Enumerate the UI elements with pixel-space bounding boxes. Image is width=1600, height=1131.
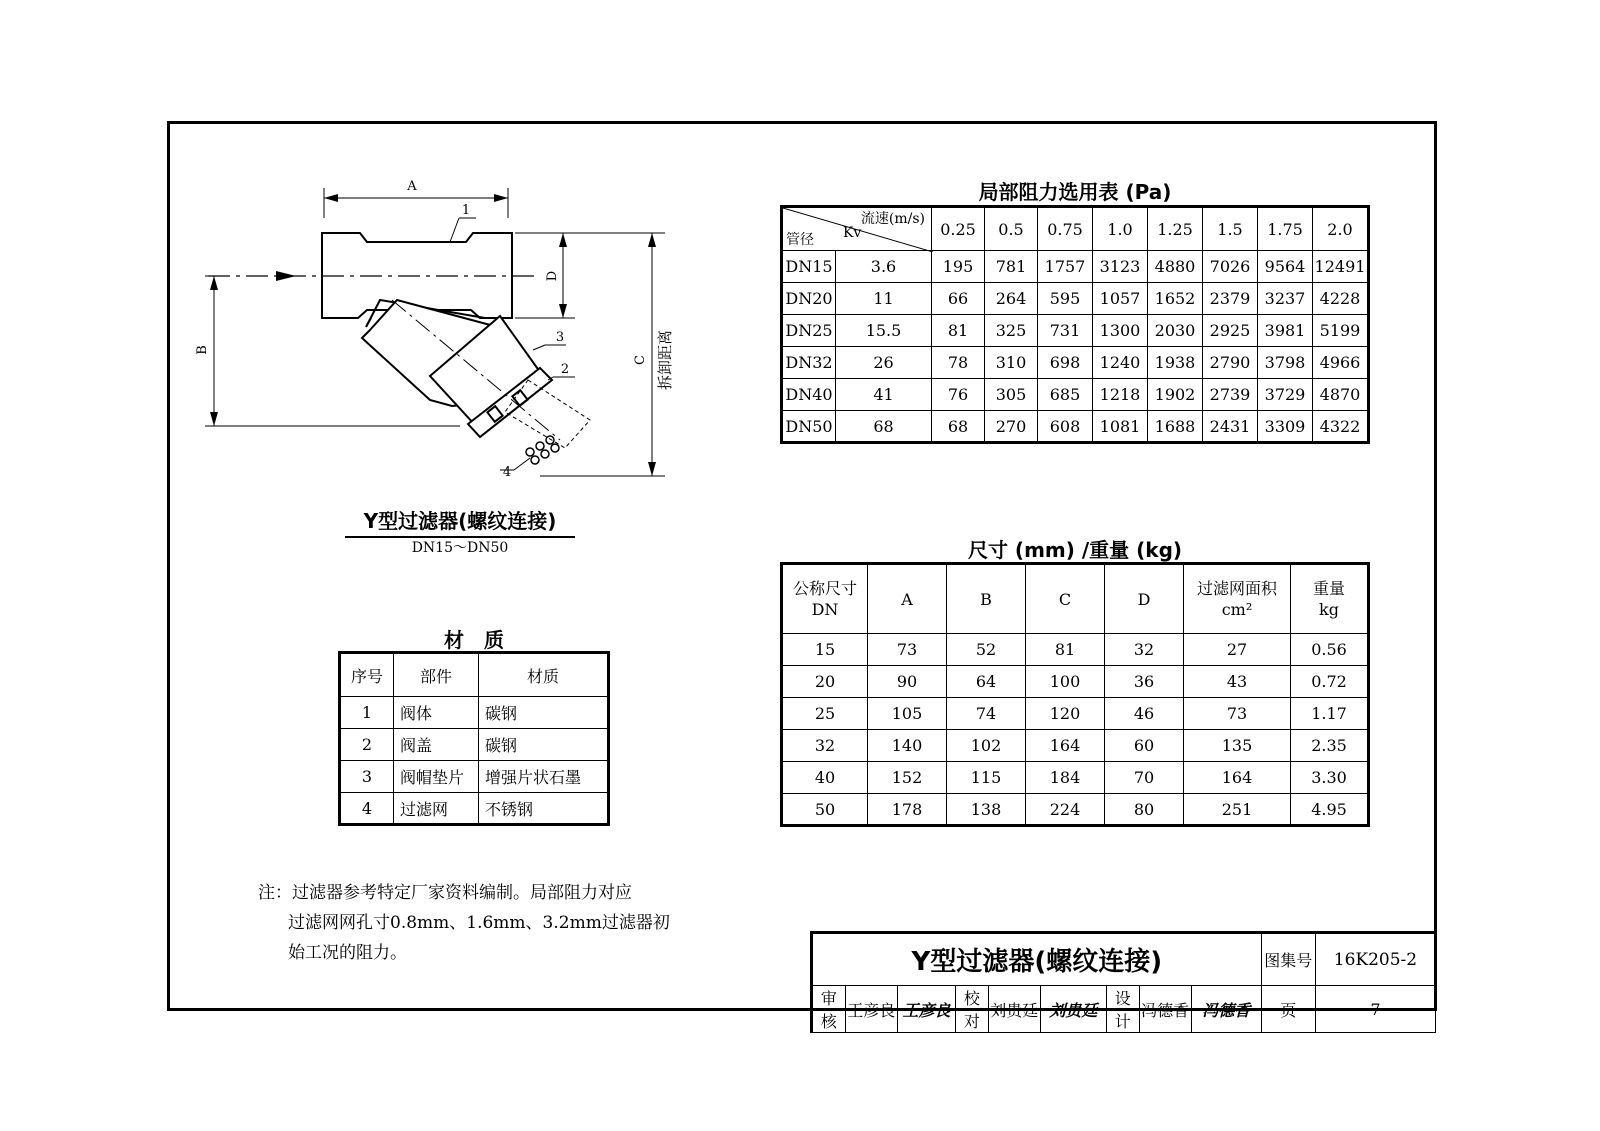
material-cell: 增强片状石墨 bbox=[479, 761, 609, 793]
design-label: 设计 bbox=[1106, 986, 1139, 1033]
table-row bbox=[782, 634, 1369, 666]
dim-a-label: A bbox=[407, 179, 417, 194]
value-cell: 2739 bbox=[1203, 379, 1258, 411]
dim-cell: 27 bbox=[1184, 634, 1291, 666]
value-cell: 2790 bbox=[1203, 347, 1258, 379]
dim-header: B bbox=[947, 564, 1026, 634]
dim-cell: 115 bbox=[947, 762, 1026, 794]
kv-cell: 41 bbox=[836, 379, 932, 411]
value-cell: 1757 bbox=[1038, 251, 1093, 283]
y-strainer-drawing bbox=[180, 170, 700, 490]
resistance-header-corner bbox=[782, 207, 932, 251]
value-cell: 7026 bbox=[1203, 251, 1258, 283]
value-cell: 1688 bbox=[1148, 411, 1203, 443]
dim-cell: 73 bbox=[1184, 698, 1291, 730]
reviewer-signature: 王彦良 bbox=[897, 986, 955, 1033]
dim-cell: 60 bbox=[1105, 730, 1184, 762]
value-cell: 2431 bbox=[1203, 411, 1258, 443]
note-line-1: 注：过滤器参考特定厂家资料编制。局部阻力对应 bbox=[258, 883, 632, 903]
dim-c-note: 拆卸距离 bbox=[656, 329, 674, 391]
value-cell: 3798 bbox=[1258, 347, 1313, 379]
designer-name: 冯德香 bbox=[1139, 986, 1191, 1033]
dim-cell: 4.95 bbox=[1291, 794, 1369, 826]
velocity-header: 流速(m/s) bbox=[860, 211, 925, 227]
value-cell: 1218 bbox=[1093, 379, 1148, 411]
note-line-2: 过滤网网孔寸0.8mm、1.6mm、3.2mm过滤器初 bbox=[288, 913, 670, 933]
value-cell: 4322 bbox=[1313, 411, 1369, 443]
value-cell: 5199 bbox=[1313, 315, 1369, 347]
material-table-title: 材 质 bbox=[444, 628, 504, 652]
material-cell: 3 bbox=[340, 761, 394, 793]
value-cell: 1057 bbox=[1093, 283, 1148, 315]
dim-cell: 32 bbox=[1105, 634, 1184, 666]
dn-cell: DN25 bbox=[782, 315, 836, 347]
velocity-cell: 1.25 bbox=[1148, 207, 1203, 251]
velocity-cell: 1.0 bbox=[1093, 207, 1148, 251]
material-cell: 碳钢 bbox=[479, 729, 609, 761]
velocity-cell: 0.75 bbox=[1038, 207, 1093, 251]
table-row bbox=[782, 666, 1369, 698]
dim-cell: 100 bbox=[1026, 666, 1105, 698]
value-cell: 270 bbox=[985, 411, 1038, 443]
dim-cell: 0.56 bbox=[1291, 634, 1369, 666]
dim-cell: 105 bbox=[868, 698, 947, 730]
value-cell: 595 bbox=[1038, 283, 1093, 315]
table-row bbox=[782, 251, 1369, 283]
dim-cell: 25 bbox=[782, 698, 868, 730]
dn-cell: DN50 bbox=[782, 411, 836, 443]
dim-cell: 178 bbox=[868, 794, 947, 826]
material-cell: 过滤网 bbox=[394, 793, 479, 825]
dimension-table bbox=[780, 562, 1370, 827]
value-cell: 325 bbox=[985, 315, 1038, 347]
dim-cell: 46 bbox=[1105, 698, 1184, 730]
dim-cell: 90 bbox=[868, 666, 947, 698]
value-cell: 1938 bbox=[1148, 347, 1203, 379]
velocity-cell: 0.25 bbox=[932, 207, 985, 251]
dim-header: A bbox=[868, 564, 947, 634]
table-row bbox=[782, 379, 1369, 411]
material-table bbox=[338, 651, 610, 826]
dimension-table-title: 尺寸 (mm) /重量 (kg) bbox=[967, 538, 1183, 562]
atlas-number: 16K205-2 bbox=[1315, 933, 1435, 986]
material-cell: 2 bbox=[340, 729, 394, 761]
value-cell: 685 bbox=[1038, 379, 1093, 411]
value-cell: 1300 bbox=[1093, 315, 1148, 347]
dim-cell: 251 bbox=[1184, 794, 1291, 826]
material-cell: 阀帽垫片 bbox=[394, 761, 479, 793]
resistance-table-title: 局部阻力选用表 (Pa) bbox=[978, 180, 1172, 204]
dim-cell: 3.30 bbox=[1291, 762, 1369, 794]
value-cell: 698 bbox=[1038, 347, 1093, 379]
title-block bbox=[810, 931, 1436, 1033]
kv-cell: 68 bbox=[836, 411, 932, 443]
table-row bbox=[782, 730, 1369, 762]
drawing-title: Y型过滤器(螺纹连接) bbox=[345, 505, 575, 538]
table-row bbox=[340, 793, 609, 825]
dn-cell: DN40 bbox=[782, 379, 836, 411]
dim-cell: 164 bbox=[1184, 762, 1291, 794]
dim-cell: 50 bbox=[782, 794, 868, 826]
dim-header: C bbox=[1026, 564, 1105, 634]
dim-cell: 164 bbox=[1026, 730, 1105, 762]
table-row bbox=[782, 794, 1369, 826]
table-row bbox=[782, 411, 1369, 443]
value-cell: 4228 bbox=[1313, 283, 1369, 315]
table-row bbox=[782, 283, 1369, 315]
resistance-table bbox=[780, 205, 1370, 444]
page-label: 页 bbox=[1261, 986, 1315, 1033]
dim-c-label: C bbox=[633, 355, 648, 365]
reviewer-name: 王彦良 bbox=[845, 986, 897, 1033]
velocity-cell: 2.0 bbox=[1313, 207, 1369, 251]
review-label: 审核 bbox=[812, 986, 846, 1033]
velocity-cell: 1.75 bbox=[1258, 207, 1313, 251]
material-header: 材质 bbox=[479, 653, 609, 697]
dn-cell: DN15 bbox=[782, 251, 836, 283]
dim-cell: 102 bbox=[947, 730, 1026, 762]
dim-cell: 36 bbox=[1105, 666, 1184, 698]
dim-cell: 152 bbox=[868, 762, 947, 794]
dim-cell: 52 bbox=[947, 634, 1026, 666]
value-cell: 608 bbox=[1038, 411, 1093, 443]
dn-cell: DN32 bbox=[782, 347, 836, 379]
value-cell: 76 bbox=[932, 379, 985, 411]
page-number: 7 bbox=[1315, 986, 1435, 1033]
value-cell: 4870 bbox=[1313, 379, 1369, 411]
kv-header: Kv bbox=[843, 225, 862, 241]
table-row bbox=[782, 698, 1369, 730]
checker-signature: 刘贵廷 bbox=[1040, 986, 1106, 1033]
value-cell: 12491 bbox=[1313, 251, 1369, 283]
dim-header: 重量 kg bbox=[1291, 564, 1369, 634]
kv-cell: 3.6 bbox=[836, 251, 932, 283]
value-cell: 2925 bbox=[1203, 315, 1258, 347]
value-cell: 1240 bbox=[1093, 347, 1148, 379]
material-cell: 阀体 bbox=[394, 697, 479, 729]
dim-cell: 64 bbox=[947, 666, 1026, 698]
dim-header: 过滤网面积 cm² bbox=[1184, 564, 1291, 634]
title-block-title: Y型过滤器(螺纹连接) bbox=[812, 933, 1262, 986]
value-cell: 1081 bbox=[1093, 411, 1148, 443]
dim-d-label: D bbox=[545, 270, 560, 282]
velocity-cell: 0.5 bbox=[985, 207, 1038, 251]
callout-2: 2 bbox=[560, 362, 570, 377]
atlas-label: 图集号 bbox=[1261, 933, 1315, 986]
dim-cell: 43 bbox=[1184, 666, 1291, 698]
value-cell: 3981 bbox=[1258, 315, 1313, 347]
dim-header: D bbox=[1105, 564, 1184, 634]
dn-cell: DN20 bbox=[782, 283, 836, 315]
value-cell: 78 bbox=[932, 347, 985, 379]
table-row bbox=[340, 697, 609, 729]
callout-4: 4 bbox=[502, 465, 512, 480]
material-cell: 阀盖 bbox=[394, 729, 479, 761]
callout-1: 1 bbox=[461, 203, 471, 218]
dim-cell: 120 bbox=[1026, 698, 1105, 730]
dim-cell: 40 bbox=[782, 762, 868, 794]
value-cell: 195 bbox=[932, 251, 985, 283]
pipe-dia-header: 管径 bbox=[786, 232, 814, 248]
dim-cell: 2.35 bbox=[1291, 730, 1369, 762]
kv-cell: 11 bbox=[836, 283, 932, 315]
value-cell: 4966 bbox=[1313, 347, 1369, 379]
value-cell: 2379 bbox=[1203, 283, 1258, 315]
material-cell: 4 bbox=[340, 793, 394, 825]
value-cell: 68 bbox=[932, 411, 985, 443]
dim-cell: 70 bbox=[1105, 762, 1184, 794]
dim-cell: 138 bbox=[947, 794, 1026, 826]
value-cell: 1902 bbox=[1148, 379, 1203, 411]
designer-signature: 冯德香 bbox=[1191, 986, 1261, 1033]
value-cell: 3729 bbox=[1258, 379, 1313, 411]
value-cell: 9564 bbox=[1258, 251, 1313, 283]
dim-cell: 184 bbox=[1026, 762, 1105, 794]
dim-cell: 1.17 bbox=[1291, 698, 1369, 730]
checker-name: 刘贵廷 bbox=[988, 986, 1040, 1033]
check-label: 校对 bbox=[956, 986, 989, 1033]
table-row bbox=[782, 762, 1369, 794]
material-cell: 不锈钢 bbox=[479, 793, 609, 825]
dim-cell: 74 bbox=[947, 698, 1026, 730]
kv-cell: 26 bbox=[836, 347, 932, 379]
value-cell: 2030 bbox=[1148, 315, 1203, 347]
dim-header: 公称尺寸 DN bbox=[782, 564, 868, 634]
dim-cell: 73 bbox=[868, 634, 947, 666]
table-row bbox=[782, 315, 1369, 347]
dim-cell: 32 bbox=[782, 730, 868, 762]
velocity-cell: 1.5 bbox=[1203, 207, 1258, 251]
material-header: 部件 bbox=[394, 653, 479, 697]
dim-cell: 81 bbox=[1026, 634, 1105, 666]
value-cell: 731 bbox=[1038, 315, 1093, 347]
dim-cell: 80 bbox=[1105, 794, 1184, 826]
note-line-3: 始工况的阻力。 bbox=[288, 943, 407, 963]
value-cell: 3237 bbox=[1258, 283, 1313, 315]
table-row bbox=[782, 347, 1369, 379]
material-cell: 碳钢 bbox=[479, 697, 609, 729]
kv-cell: 15.5 bbox=[836, 315, 932, 347]
value-cell: 4880 bbox=[1148, 251, 1203, 283]
dim-cell: 0.72 bbox=[1291, 666, 1369, 698]
value-cell: 310 bbox=[985, 347, 1038, 379]
dim-cell: 135 bbox=[1184, 730, 1291, 762]
value-cell: 305 bbox=[985, 379, 1038, 411]
dim-cell: 15 bbox=[782, 634, 868, 666]
value-cell: 81 bbox=[932, 315, 985, 347]
value-cell: 264 bbox=[985, 283, 1038, 315]
value-cell: 3123 bbox=[1093, 251, 1148, 283]
table-row bbox=[340, 729, 609, 761]
drawing-subtitle: DN15～DN50 bbox=[345, 536, 575, 557]
dim-cell: 224 bbox=[1026, 794, 1105, 826]
callout-3: 3 bbox=[555, 330, 565, 345]
value-cell: 3309 bbox=[1258, 411, 1313, 443]
dim-cell: 20 bbox=[782, 666, 868, 698]
dim-b-label: B bbox=[195, 345, 210, 355]
value-cell: 66 bbox=[932, 283, 985, 315]
material-cell: 1 bbox=[340, 697, 394, 729]
value-cell: 781 bbox=[985, 251, 1038, 283]
material-header: 序号 bbox=[340, 653, 394, 697]
table-row bbox=[340, 761, 609, 793]
dim-cell: 140 bbox=[868, 730, 947, 762]
value-cell: 1652 bbox=[1148, 283, 1203, 315]
